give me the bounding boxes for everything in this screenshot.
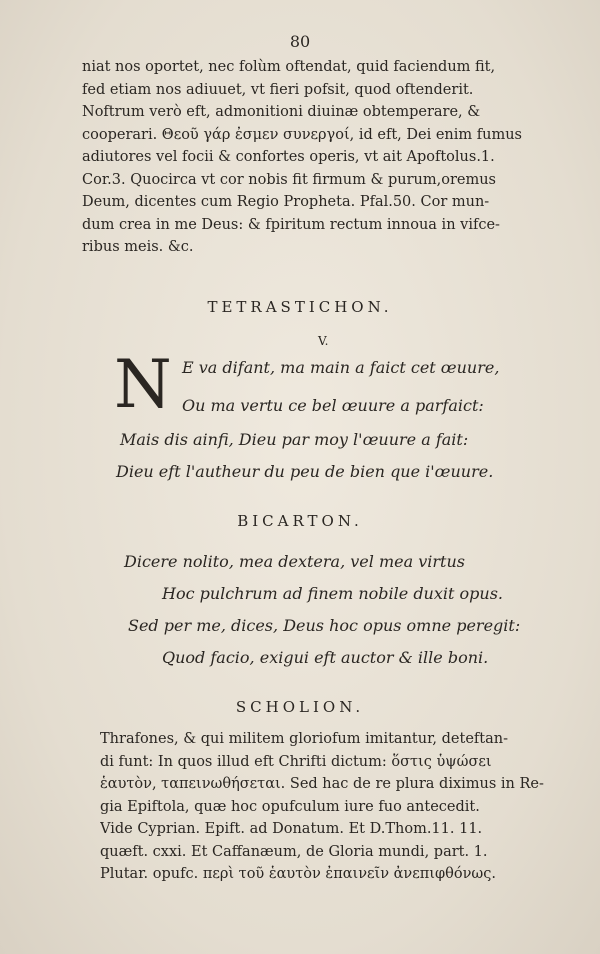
bicarton-line: Sed per me, dices, Deus hoc opus omne peregit: — [128, 616, 521, 635]
page-number: 80 — [289, 32, 311, 51]
scholion-line: di funt: In quos illud eft Chrifti dictum: ὅστις ὑψώσει — [100, 753, 492, 770]
heading-tetrastichon: TETRASTICHON. — [207, 298, 393, 316]
prose-line: Deum, dicentes cum Regio Propheta. Pfal.50. Cor mun- — [82, 194, 490, 210]
bicarton-line: Dicere nolito, mea dextera, vel mea virtus — [124, 552, 465, 571]
section-numeral: V. — [318, 334, 329, 348]
prose-line: fed etiam nos adiuuet, vt fieri pofsit, quod oftenderit. — [82, 81, 474, 98]
tetrastichon-line: E va difant, ma main a faict cet œuure, — [182, 358, 500, 377]
heading-scholion: SCHOLION. — [235, 698, 365, 716]
prose-line: niat nos oportet, nec folùm oftendat, quid faciendum fit, — [82, 59, 496, 75]
scholion-paragraph — [100, 728, 584, 886]
scholion-line: Thrafones, & qui militem gloriofum imitantur, deteftan- — [100, 731, 508, 747]
prose-line: Noftrum verò eft, admonitioni diuinæ obtemperare, & — [82, 104, 481, 120]
tetrastichon-line: Ou ma vertu ce bel œuure a parfaict: — [182, 396, 484, 415]
prose-paragraph — [82, 56, 582, 259]
scholion-line: gia Epiftola, quæ hoc opufculum iure fuo antecedit. — [100, 798, 480, 815]
scholion-line: Vide Cyprian. Epift. ad Donatum. Et D.Thom.11. 11. — [100, 821, 483, 837]
bicarton-line: Hoc pulchrum ad finem nobile duxit opus. — [162, 584, 503, 603]
tetrastichon-line: Dieu eft l'autheur du peu de bien que i'œuure. — [116, 462, 494, 481]
tetrastichon-line: Mais dis ainfi, Dieu par moy l'œuure a fait: — [120, 430, 469, 449]
prose-line: dum crea in me Deus: & fpiritum rectum innoua in vifce- — [82, 216, 500, 233]
scholion-line: ἑαυτὸν, ταπεινωθήσεται. Sed hac de re plura diximus in Re- — [100, 776, 544, 792]
heading-bicarton: BICARTON. — [237, 512, 363, 530]
scholion-line: Plutar. opufc. περὶ τοῦ ἑαυτὸν ἐπαινεῖν ἀνεπιφθόνως. — [100, 866, 496, 882]
drop-cap: N — [114, 346, 172, 423]
scholion-line: quæft. cxxi. Et Caffanæum, de Gloria mundi, part. 1. — [100, 843, 488, 860]
prose-line: ribus meis. &c. — [82, 239, 194, 255]
prose-line: Cor.3. Quocirca vt cor nobis fit firmum & purum,oremus — [82, 171, 496, 188]
prose-line: cooperari. Θεοῦ γάρ ἐσμεν συνεργοί, id eft, Dei enim fumus — [82, 126, 522, 143]
bicarton-line: Quod facio, exigui eft auctor & ille boni. — [162, 648, 489, 667]
prose-line: adiutores vel focii & confortes operis, vt ait Apoftolus.1. — [82, 149, 495, 165]
